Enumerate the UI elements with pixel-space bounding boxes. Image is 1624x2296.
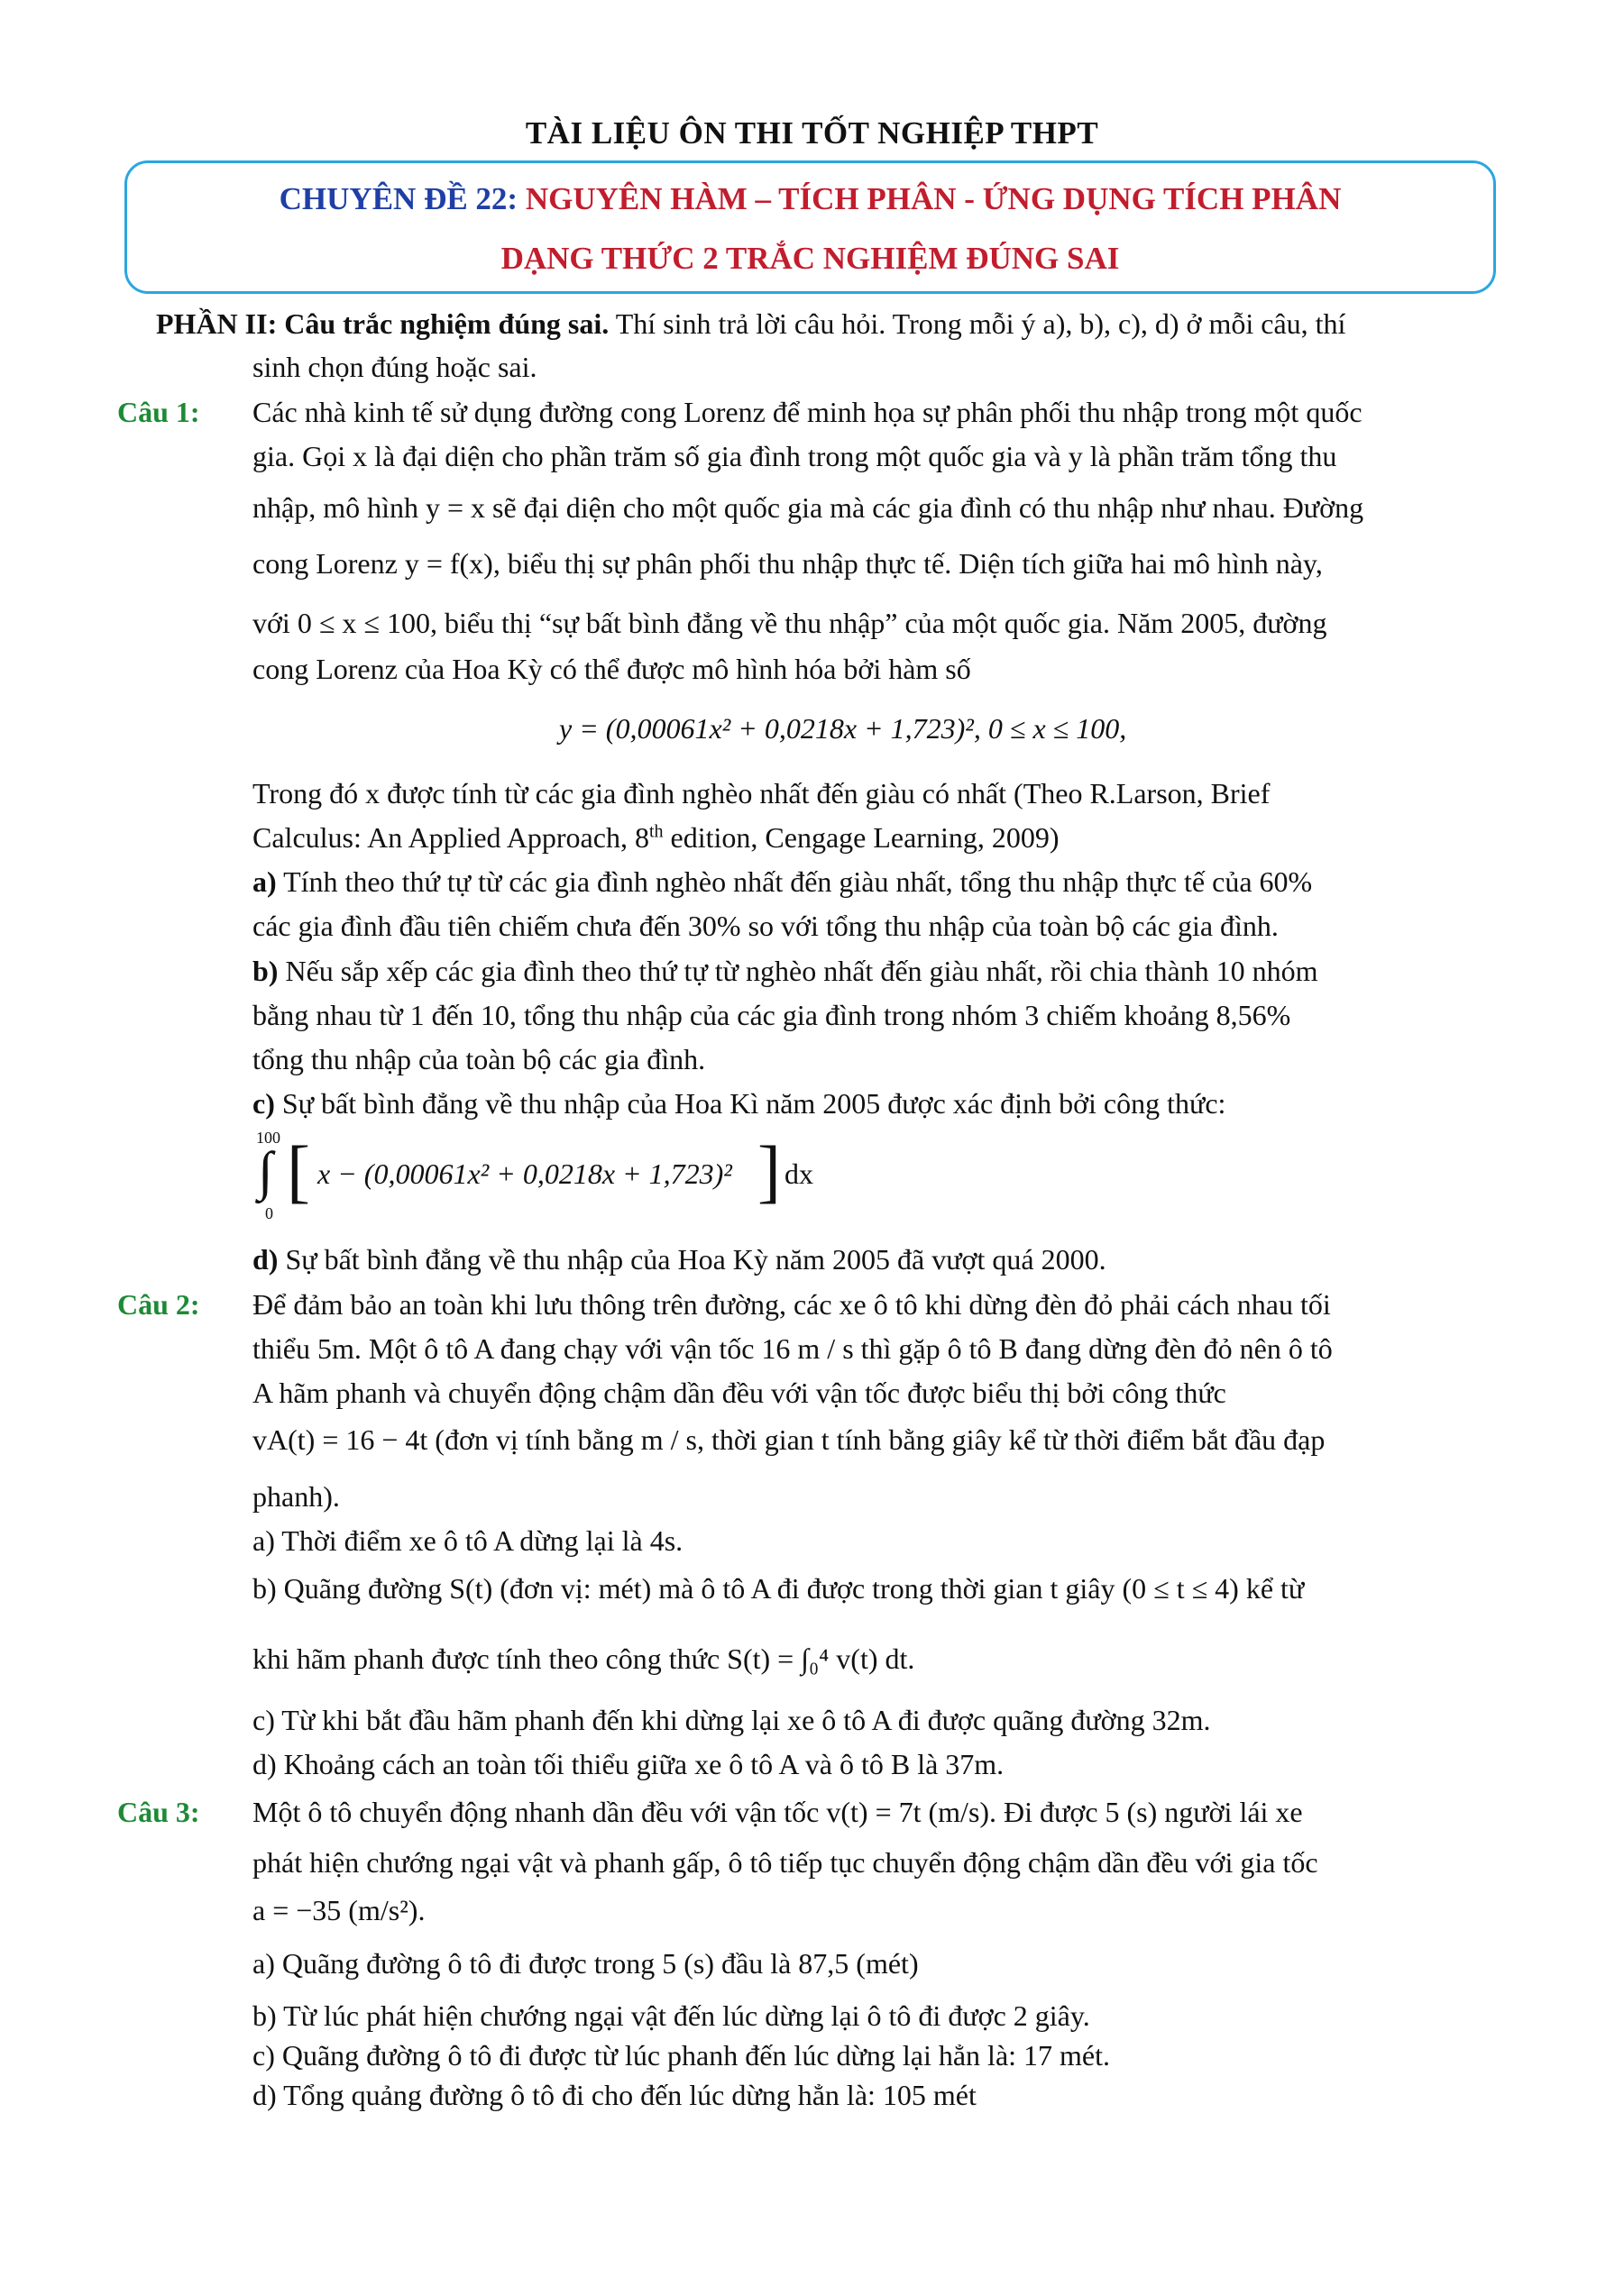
citation-text: edition, Cengage Learning, 2009): [663, 821, 1060, 854]
question-1-option-a-cont: các gia đình đầu tiên chiếm chưa đến 30% so với tổng thu nhập của toàn bộ các gia đình.: [252, 910, 1279, 942]
topic-prefix: CHUYÊN ĐỀ 22:: [279, 181, 518, 216]
question-1-option-b-cont: tổng thu nhập của toàn bộ các gia đình.: [252, 1043, 706, 1075]
option-text: Nếu sắp xếp các gia đình theo thứ tự từ nghèo nhất đến giàu nhất, rồi chia thành 10 nhóm: [278, 955, 1318, 987]
question-1-option-b-cont: bằng nhau từ 1 đến 10, tổng thu nhập của các gia đình trong nhóm 3 chiếm khoảng 8,56%: [252, 999, 1291, 1031]
question-2-text: Để đảm bảo an toàn khi lưu thông trên đường, các xe ô tô khi dừng đèn đỏ phải cách nhau tối: [252, 1288, 1331, 1321]
question-1-text: gia. Gọi x là đại diện cho phần trăm số gia đình trong một quốc gia và y là phần trăm tổng thu: [252, 440, 1337, 472]
option-label: c): [252, 1087, 275, 1120]
question-2-option-b-cont: khi hãm phanh được tính theo công thức S(t) = ∫₀⁴ v(t) dt.: [252, 1642, 915, 1675]
part-title: PHẦN II: Câu trắc nghiệm đúng sai.: [156, 307, 610, 340]
option-label: d): [252, 1243, 279, 1276]
question-2-option-a: a) Thời điểm xe ô tô A dừng lại là 4s.: [252, 1524, 684, 1557]
topic-title: NGUYÊN HÀM – TÍCH PHÂN - ỨNG DỤNG TÍCH PHÂN: [525, 181, 1342, 216]
option-label: a): [252, 865, 277, 898]
integral-sign: ∫: [258, 1141, 273, 1201]
question-3-text: a = −35 (m/s²).: [252, 1894, 426, 1926]
option-text: Tính theo thứ tự từ các gia đình nghèo nhất đến giàu nhất, tổng thu nhập thực tế của 60%: [276, 865, 1313, 898]
integral-dx: dx: [784, 1157, 813, 1190]
integral-formula: [252, 1127, 884, 1226]
question-2-label: Câu 2:: [117, 1288, 200, 1321]
question-1-text: với 0 ≤ x ≤ 100, biểu thị “sự bất bình đẳng về thu nhập” của một quốc gia. Năm 2005, đường: [252, 607, 1327, 639]
option-text: Sự bất bình đẳng về thu nhập của Hoa Kỳ năm 2005 đã vượt quá 2000.: [278, 1243, 1106, 1276]
question-1-citation: [252, 819, 1060, 855]
citation-superscript: th: [648, 821, 664, 842]
topic-line: [127, 181, 1493, 217]
question-2-text: vA(t) = 16 − 4t (đơn vị tính bằng m / s, thời gian t tính bằng giây kể từ thời điểm bắt đầu đạp: [252, 1423, 1326, 1456]
question-1-option-c: [252, 1085, 1225, 1121]
question-1-text: Trong đó x được tính từ các gia đình nghèo nhất đến giàu có nhất (Theo R.Larson, Brief: [252, 777, 1271, 810]
question-1-text: Các nhà kinh tế sử dụng đường cong Lorenz để minh họa sự phân phối thu nhập trong một quốc: [252, 396, 1363, 428]
question-1-text: cong Lorenz của Hoa Kỳ có thể được mô hình hóa bởi hàm số: [252, 653, 971, 685]
part-instruction-cont: sinh chọn đúng hoặc sai.: [252, 351, 537, 383]
question-3-option-a: a) Quãng đường ô tô đi được trong 5 (s) đầu là 87,5 (mét): [252, 1947, 919, 1980]
question-2-text: thiểu 5m. Một ô tô A đang chạy với vận tốc 16 m / s thì gặp ô tô B đang dừng đèn đỏ nên ô tô: [252, 1332, 1333, 1365]
part-instruction-text: Thí sinh trả lời câu hỏi. Trong mỗi ý a), b), c), d) ở mỗi câu, thí: [609, 307, 1346, 340]
question-2-option-b: b) Quãng đường S(t) (đơn vị: mét) mà ô tô A đi được trong thời gian t giây (0 ≤ t ≤ 4) kể từ: [252, 1572, 1305, 1605]
question-1-option-b: [252, 953, 1318, 989]
question-1-label: Câu 1:: [117, 396, 200, 428]
form-title: DẠNG THỨC 2 TRẮC NGHIỆM ĐÚNG SAI: [500, 241, 1120, 276]
question-1-text: cong Lorenz y = f(x), biểu thị sự phân phối thu nhập thực tế. Diện tích giữa hai mô hình này,: [252, 547, 1323, 580]
integral-upper-limit: 100: [256, 1129, 280, 1147]
question-3-option-d: d) Tổng quảng đường ô tô đi cho đến lúc dừng hẳn là: 105 mét: [252, 2079, 977, 2111]
question-1-text: nhập, mô hình y = x sẽ đại diện cho một quốc gia mà các gia đình có thu nhập như nhau. Đường: [252, 491, 1364, 524]
question-3-text: Một ô tô chuyển động nhanh dần đều với vận tốc v(t) = 7t (m/s). Đi được 5 (s) người lái xe: [252, 1796, 1303, 1828]
option-label: b): [252, 955, 279, 987]
integral-lower-limit: 0: [265, 1204, 273, 1222]
left-bracket: [: [287, 1131, 310, 1210]
lorenz-formula: y = (0,00061x² + 0,0218x + 1,723)², 0 ≤ x ≤ 100,: [559, 712, 1127, 745]
question-2-text: A hãm phanh và chuyển động chậm dần đều với vận tốc được biểu thị bởi công thức: [252, 1377, 1226, 1409]
question-3-label: Câu 3:: [117, 1796, 200, 1828]
part-instruction: [156, 306, 1345, 342]
document-header: TÀI LIỆU ÔN THI TỐT NGHIỆP THPT: [525, 115, 1099, 151]
question-3-option-c: c) Quãng đường ô tô đi được từ lúc phanh đến lúc dừng lại hẳn là: 17 mét.: [252, 2039, 1111, 2072]
citation-text: Calculus: An Applied Approach, 8: [252, 821, 649, 854]
question-2-text: phanh).: [252, 1480, 340, 1513]
question-3-option-b: b) Từ lúc phát hiện chướng ngại vật đến lúc dừng lại ô tô đi được 2 giây.: [252, 1999, 1090, 2032]
topic-title-box: [124, 160, 1496, 294]
integrand: x − (0,00061x² + 0,0218x + 1,723)²: [317, 1157, 732, 1190]
right-bracket: ]: [757, 1131, 781, 1210]
question-2-option-c: c) Từ khi bắt đầu hãm phanh đến khi dừng lại xe ô tô A đi được quãng đường 32m.: [252, 1704, 1211, 1736]
question-3-text: phát hiện chướng ngại vật và phanh gấp, ô tô tiếp tục chuyển động chậm dần đều với gia tốc: [252, 1846, 1318, 1879]
option-text: Sự bất bình đẳng về thu nhập của Hoa Kì năm 2005 được xác định bởi công thức:: [274, 1087, 1226, 1120]
question-2-option-d: d) Khoảng cách an toàn tối thiểu giữa xe ô tô A và ô tô B là 37m.: [252, 1748, 1005, 1780]
question-1-option-d: [252, 1241, 1106, 1277]
question-1-option-a: [252, 864, 1312, 900]
